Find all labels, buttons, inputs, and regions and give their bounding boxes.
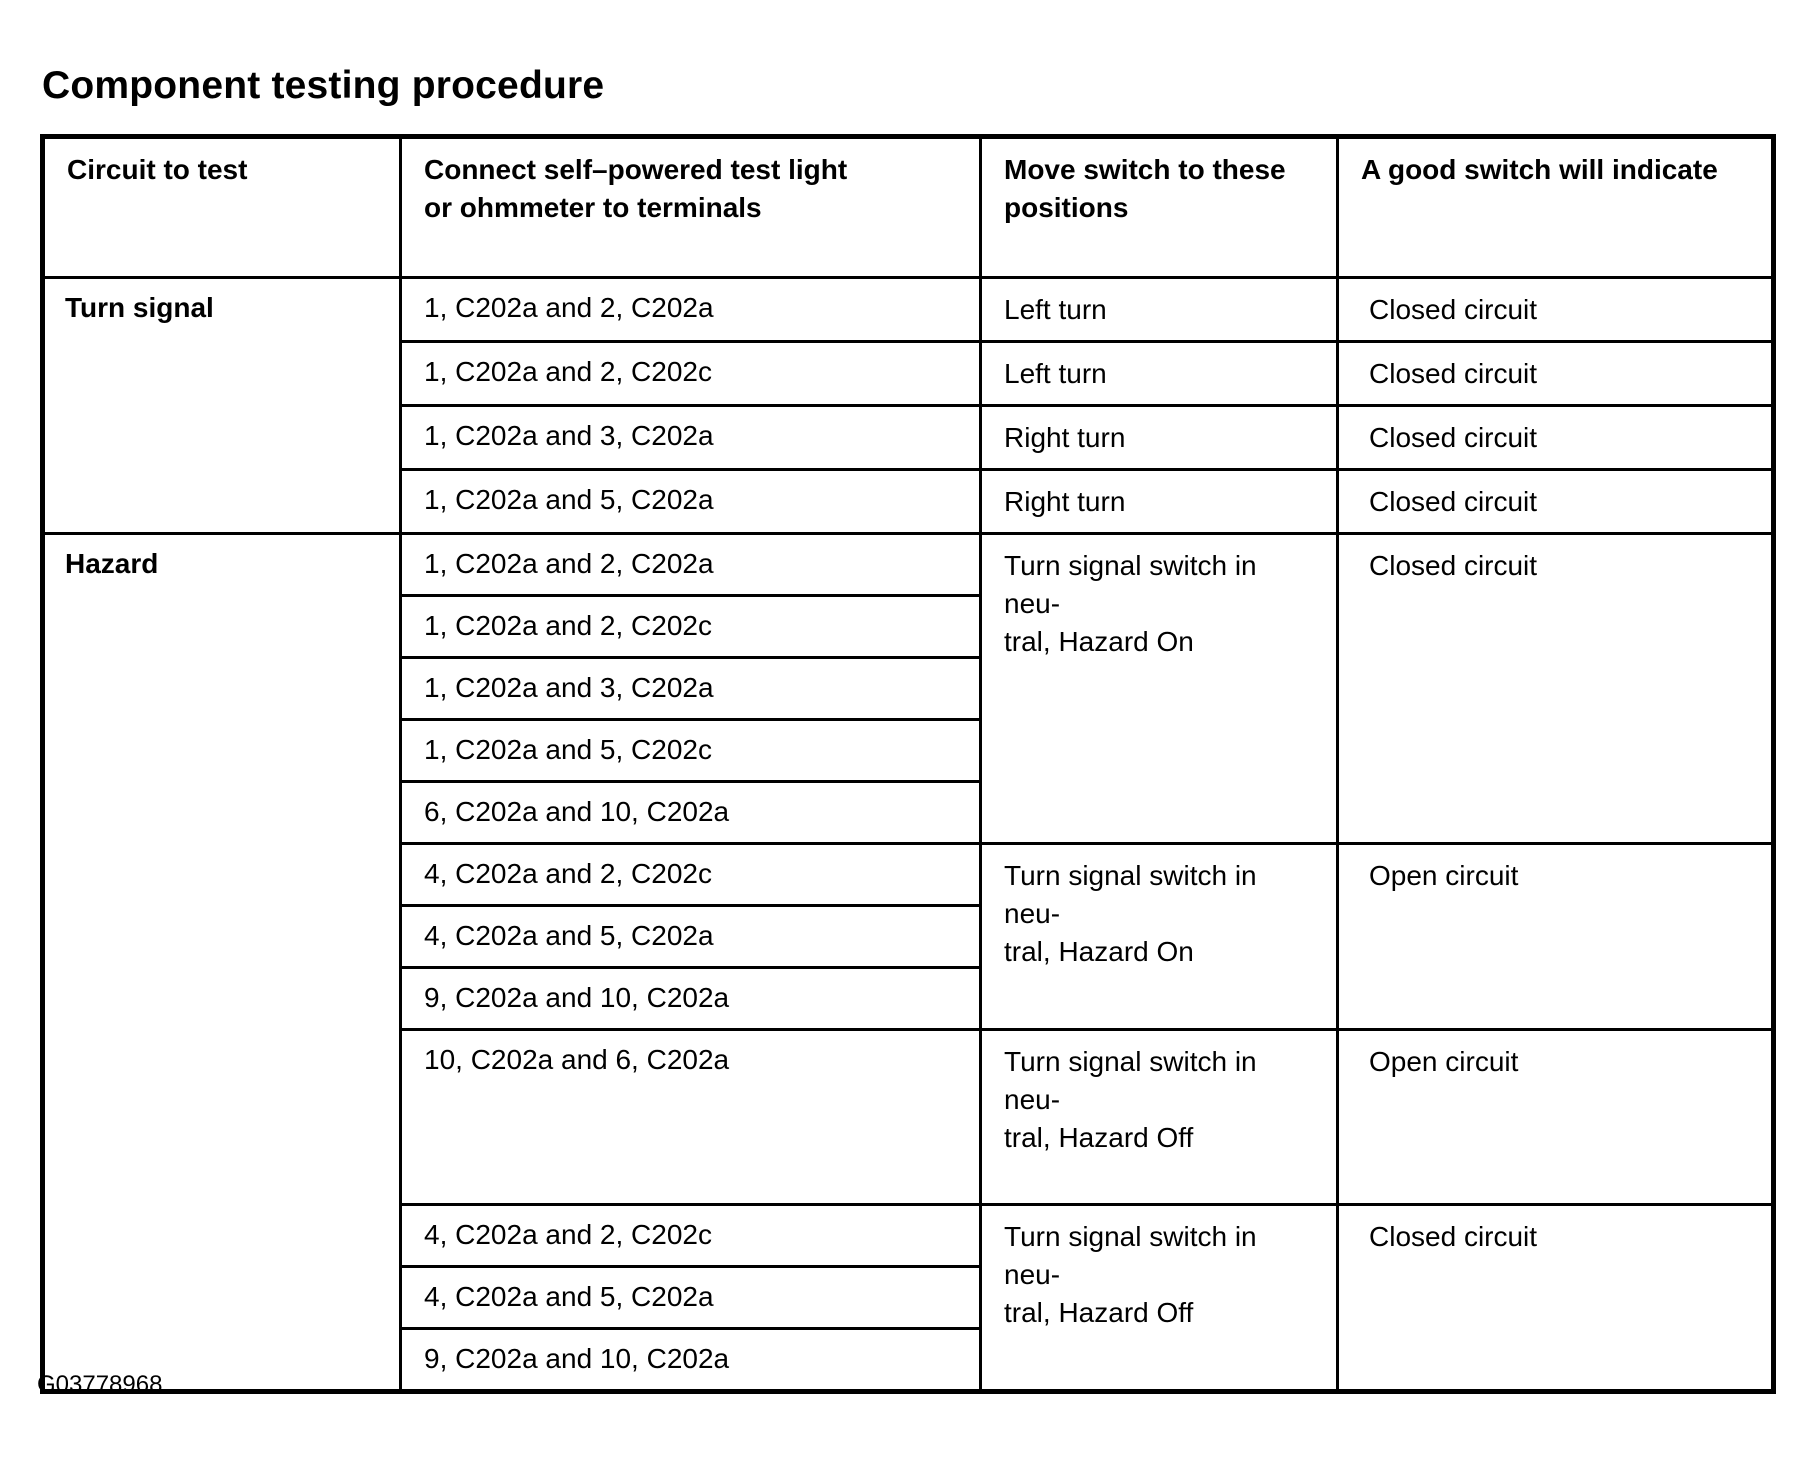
terminals-cell: 1, C202a and 3, C202a <box>401 658 981 720</box>
position-cell: Left turn <box>981 278 1338 342</box>
position-line2: tral, Hazard On <box>1004 936 1194 967</box>
page-title: Component testing procedure <box>42 64 605 107</box>
terminals-cell: 1, C202a and 5, C202c <box>401 720 981 782</box>
position-cell: Left turn <box>981 342 1338 406</box>
figure-id: G03778968 <box>37 1371 163 1398</box>
terminals-cell: 4, C202a and 2, C202c <box>401 844 981 906</box>
header-indicate: A good switch will indicate <box>1338 137 1774 278</box>
table-row <box>43 534 1774 596</box>
header-positions-line2: positions <box>1004 192 1129 223</box>
terminals-cell: 4, C202a and 2, C202c <box>401 1205 981 1267</box>
table-header-row <box>43 137 1774 278</box>
terminals-cell: 4, C202a and 5, C202a <box>401 906 981 968</box>
position-line2: tral, Hazard On <box>1004 626 1194 657</box>
terminals-cell: 10, C202a and 6, C202a <box>401 1030 981 1205</box>
terminals-cell: 9, C202a and 10, C202a <box>401 968 981 1030</box>
position-line2: tral, Hazard Off <box>1004 1297 1194 1328</box>
terminals-cell: 1, C202a and 2, C202a <box>401 278 981 342</box>
indicate-cell: Closed circuit <box>1338 1205 1774 1392</box>
table-row <box>43 278 1774 342</box>
circuit-turn-signal: Turn signal <box>43 278 401 534</box>
indicate-cell: Open circuit <box>1338 1030 1774 1205</box>
position-line2: tral, Hazard Off <box>1004 1122 1194 1153</box>
terminals-cell: 1, C202a and 3, C202a <box>401 406 981 470</box>
header-circuit: Circuit to test <box>43 137 401 278</box>
position-cell <box>981 534 1338 844</box>
header-terminals-line2: or ohmmeter to terminals <box>424 192 762 223</box>
header-positions-line1: Move switch to these <box>1004 154 1286 185</box>
circuit-hazard: Hazard <box>43 534 401 1392</box>
terminals-cell: 4, C202a and 5, C202a <box>401 1267 981 1329</box>
terminals-cell: 1, C202a and 2, C202a <box>401 534 981 596</box>
position-line1: Turn signal switch in neu- <box>1004 1221 1257 1290</box>
indicate-cell: Closed circuit <box>1338 470 1774 534</box>
position-cell: Right turn <box>981 406 1338 470</box>
position-cell <box>981 1030 1338 1205</box>
indicate-cell: Closed circuit <box>1338 534 1774 844</box>
position-line1: Turn signal switch in neu- <box>1004 1046 1257 1115</box>
header-terminals-line1: Connect self–powered test light <box>424 154 848 185</box>
header-terminals <box>401 137 981 278</box>
indicate-cell: Open circuit <box>1338 844 1774 1030</box>
component-testing-table <box>40 134 1776 1394</box>
position-line1: Turn signal switch in neu- <box>1004 550 1257 619</box>
terminals-cell: 1, C202a and 2, C202c <box>401 342 981 406</box>
position-cell <box>981 1205 1338 1392</box>
position-cell <box>981 844 1338 1030</box>
position-cell: Right turn <box>981 470 1338 534</box>
indicate-cell: Closed circuit <box>1338 278 1774 342</box>
terminals-cell: 9, C202a and 10, C202a <box>401 1329 981 1392</box>
position-line1: Turn signal switch in neu- <box>1004 860 1257 929</box>
header-positions <box>981 137 1338 278</box>
terminals-cell: 6, C202a and 10, C202a <box>401 782 981 844</box>
terminals-cell: 1, C202a and 2, C202c <box>401 596 981 658</box>
indicate-cell: Closed circuit <box>1338 406 1774 470</box>
terminals-cell: 1, C202a and 5, C202a <box>401 470 981 534</box>
indicate-cell: Closed circuit <box>1338 342 1774 406</box>
